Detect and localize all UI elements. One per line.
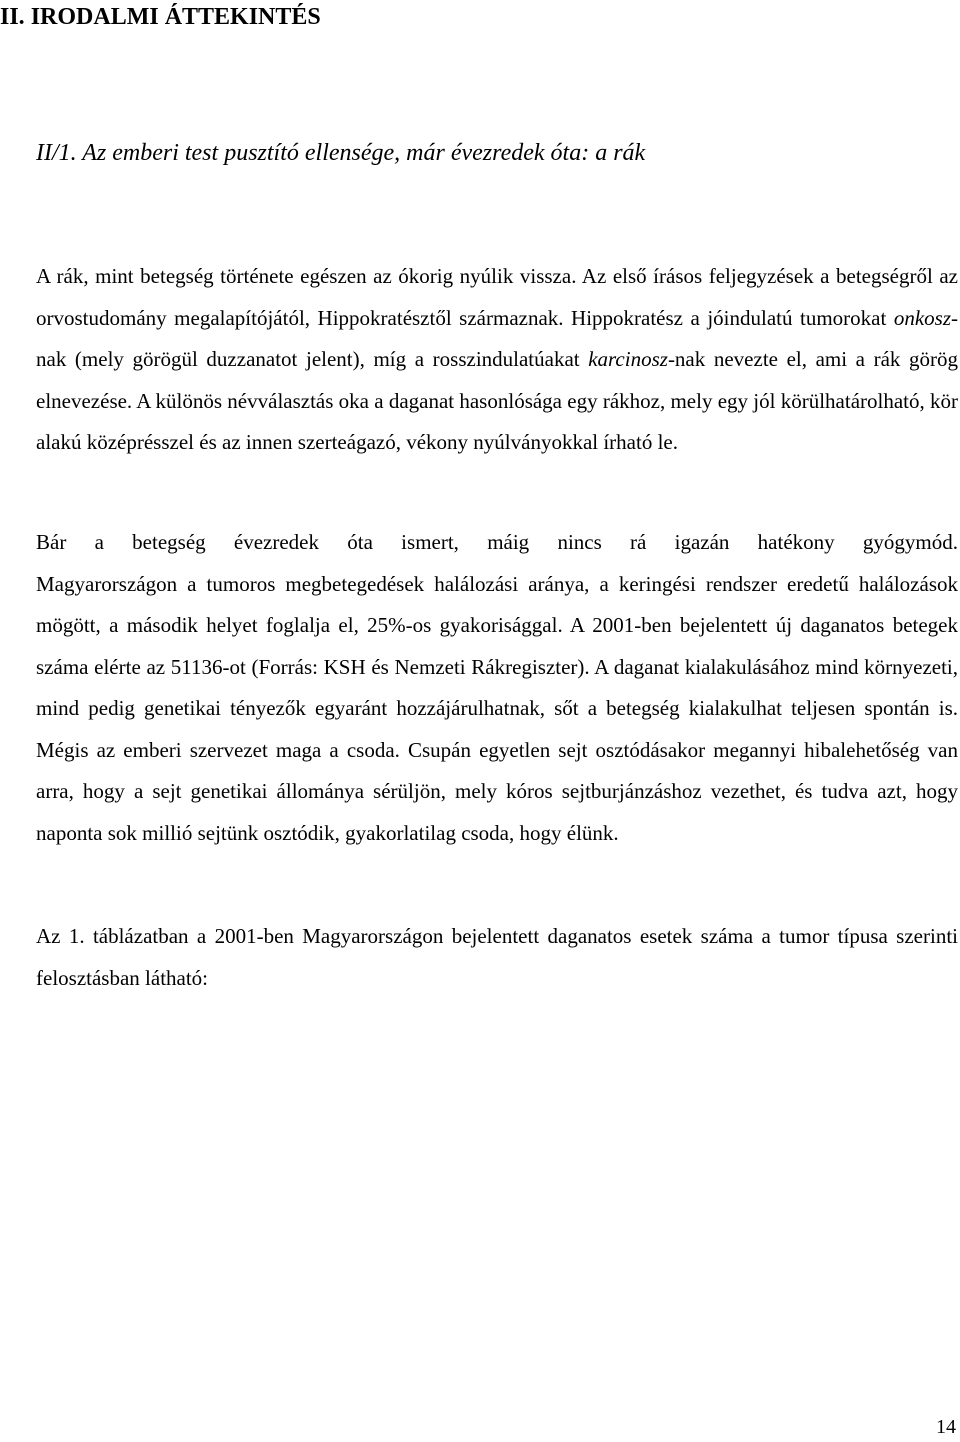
chapter-title — [31, 4, 321, 30]
page-number: 14 — [936, 1416, 956, 1438]
paragraph-history — [36, 256, 958, 464]
paragraph-table-intro: Az 1. táblázatban a 2001-ben Magyarországon bejelentett daganatos esetek száma a tumor típusa szerinti felosztásban látható: — [36, 924, 958, 990]
chapter-title-rest: RODALMI ÁTTEKINTÉS — [40, 4, 321, 30]
term-onkosz: onkosz — [893, 305, 951, 330]
paragraph-text: A rák, mint betegség története egészen az ókorig nyúlik vissza. Az első írásos feljegyzések a betegségről az orvostudomány megalapítójától, Hippokratésztől származnak. Hippokratész a jóindulatú tumorokat — [36, 264, 958, 330]
term-karcinosz: karcinosz — [588, 347, 668, 371]
paragraph-text: Magyarországon a tumoros megbetegedések halálozási aránya, a keringési rendszer eredetű halálozások mögött, a második helyet foglalja el, 25%-os gyakorisággal. A 2001-ben bejelentett új daganatos betegek száma elérte az 51136-ot (Forrás: KSH és Nemzeti Rákregiszter). A daganat kialakulásához mind környezeti, mind pedig genetikai tényezők egyaránt hozzájárulhatnak, sőt a betegség kialakulhat teljesen spontán is. Mégis az emberi szervezet maga a csoda. Csupán egyetlen sejt osztódásakor megannyi hibalehetőség van arra, hogy a sejt genetikai állománya sérüljön, mely kóros sejtburjánzáshoz vezethet, és tudva azt, hogy naponta sok millió sejtünk osztódik, gyakorlatilag csoda, hogy élünk. — [36, 571, 958, 845]
chapter-number: II. — [0, 4, 25, 30]
paragraph-first-line: Bár a betegség évezredek óta ismert, máig nincs rá igazán hatékony gyógymód. — [36, 530, 958, 554]
paragraph-statistics — [36, 522, 958, 854]
paragraph-text: -nak (mely görögül duzzanatot jelent), míg a rosszindulatúakat — [36, 305, 958, 371]
chapter-title-initial: I — [30, 4, 41, 30]
chapter-heading — [0, 2, 321, 32]
section-heading: II/1. Az emberi test pusztító ellensége, már évezredek óta: a rák — [36, 140, 646, 166]
paragraph-text: -nak nevezte el, ami a rák görög elnevezése. A különös névválasztás oka a daganat hasonlósága egy rákhoz, mely egy jól körülhatárolható, kör alakú középrésszel és az innen szerteágazó, vékony nyúlványokkal írható le. — [36, 347, 958, 454]
